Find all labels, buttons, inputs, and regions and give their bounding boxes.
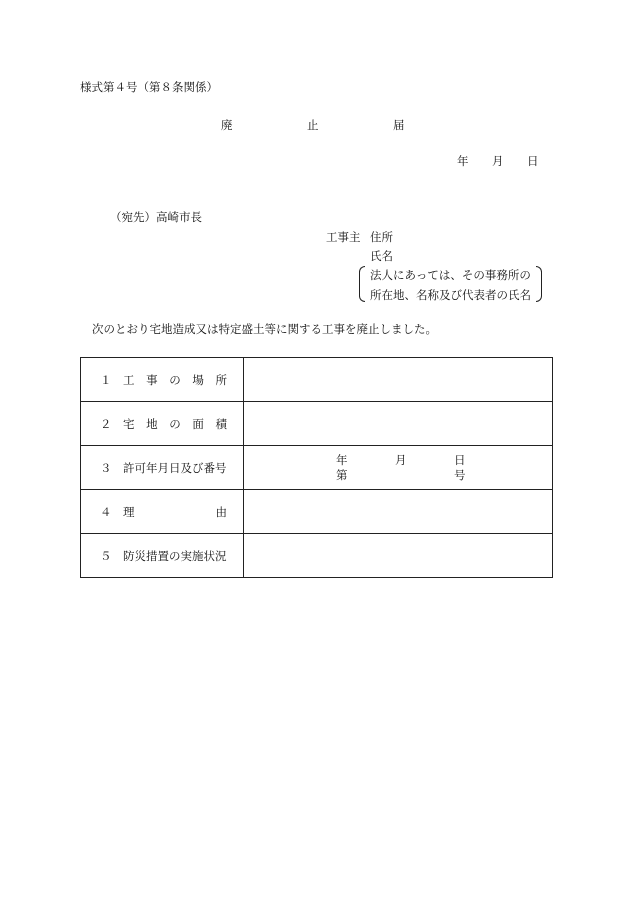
label-char: 工	[123, 372, 135, 387]
permit-month-unit: 月	[395, 453, 407, 467]
label-char: 積	[215, 416, 227, 431]
label-char: 面	[192, 416, 204, 431]
applicant-label: 工事主	[326, 230, 361, 244]
label-char: 所	[215, 372, 227, 387]
row-number: ５	[100, 548, 112, 563]
table-row	[81, 534, 553, 578]
date-year-unit: 年	[457, 154, 469, 168]
label-char: 理	[123, 504, 135, 519]
label-char: 宅	[123, 416, 135, 431]
date-month-unit: 月	[492, 154, 504, 168]
reason-field[interactable]	[244, 490, 553, 534]
label-char: の	[169, 372, 181, 387]
construction-site-field[interactable]	[244, 358, 553, 402]
row-number: ３	[100, 460, 112, 475]
row-number: １	[100, 372, 112, 387]
row-label	[123, 372, 227, 388]
row-label	[123, 416, 227, 432]
table-row	[81, 490, 553, 534]
permit-number-prefix: 第	[336, 468, 348, 482]
row-label: 許可年月日及び番号	[123, 460, 227, 475]
items-table	[80, 357, 553, 578]
table-row	[81, 446, 553, 490]
statement: 次のとおり宅地造成又は特定盛土等に関する工事を廃止しました。	[92, 322, 437, 336]
permit-date-number-field[interactable]	[244, 446, 553, 490]
label-cell	[81, 402, 244, 446]
form-number: 様式第４号（第８条関係）	[80, 80, 218, 94]
label-char: の	[169, 416, 181, 431]
table-row	[81, 402, 553, 446]
name-label: 氏名	[370, 249, 393, 263]
label-char: 由	[215, 504, 227, 519]
right-bracket	[536, 266, 542, 302]
row-label	[123, 504, 227, 520]
corporate-note-line1: 法人にあっては、その事務所の	[370, 268, 531, 282]
permit-day-unit: 日	[454, 453, 466, 467]
row-number: ２	[100, 416, 112, 431]
title-char-3: 届	[393, 118, 405, 132]
title-char-2: 止	[307, 118, 319, 132]
table-row	[81, 358, 553, 402]
date-day-unit: 日	[527, 154, 539, 168]
addressee: （宛先）高崎市長	[110, 210, 202, 224]
label-cell	[81, 490, 244, 534]
permit-number-suffix: 号	[454, 468, 466, 482]
label-cell	[81, 534, 244, 578]
land-area-field[interactable]	[244, 402, 553, 446]
row-label: 防災措置の実施状況	[123, 548, 227, 563]
disaster-prevention-status-field[interactable]	[244, 534, 553, 578]
permit-year-unit: 年	[336, 453, 348, 467]
submission-date	[457, 156, 539, 168]
label-cell	[81, 358, 244, 402]
row-number: ４	[100, 504, 112, 519]
address-label: 住所	[370, 230, 393, 244]
label-char: 事	[146, 372, 158, 387]
label-cell	[81, 446, 244, 490]
corporate-note-line2: 所在地、名称及び代表者の氏名	[370, 288, 531, 302]
label-char: 場	[192, 372, 204, 387]
left-bracket	[359, 266, 365, 302]
title-char-1: 廃	[221, 118, 233, 132]
label-char: 地	[146, 416, 158, 431]
